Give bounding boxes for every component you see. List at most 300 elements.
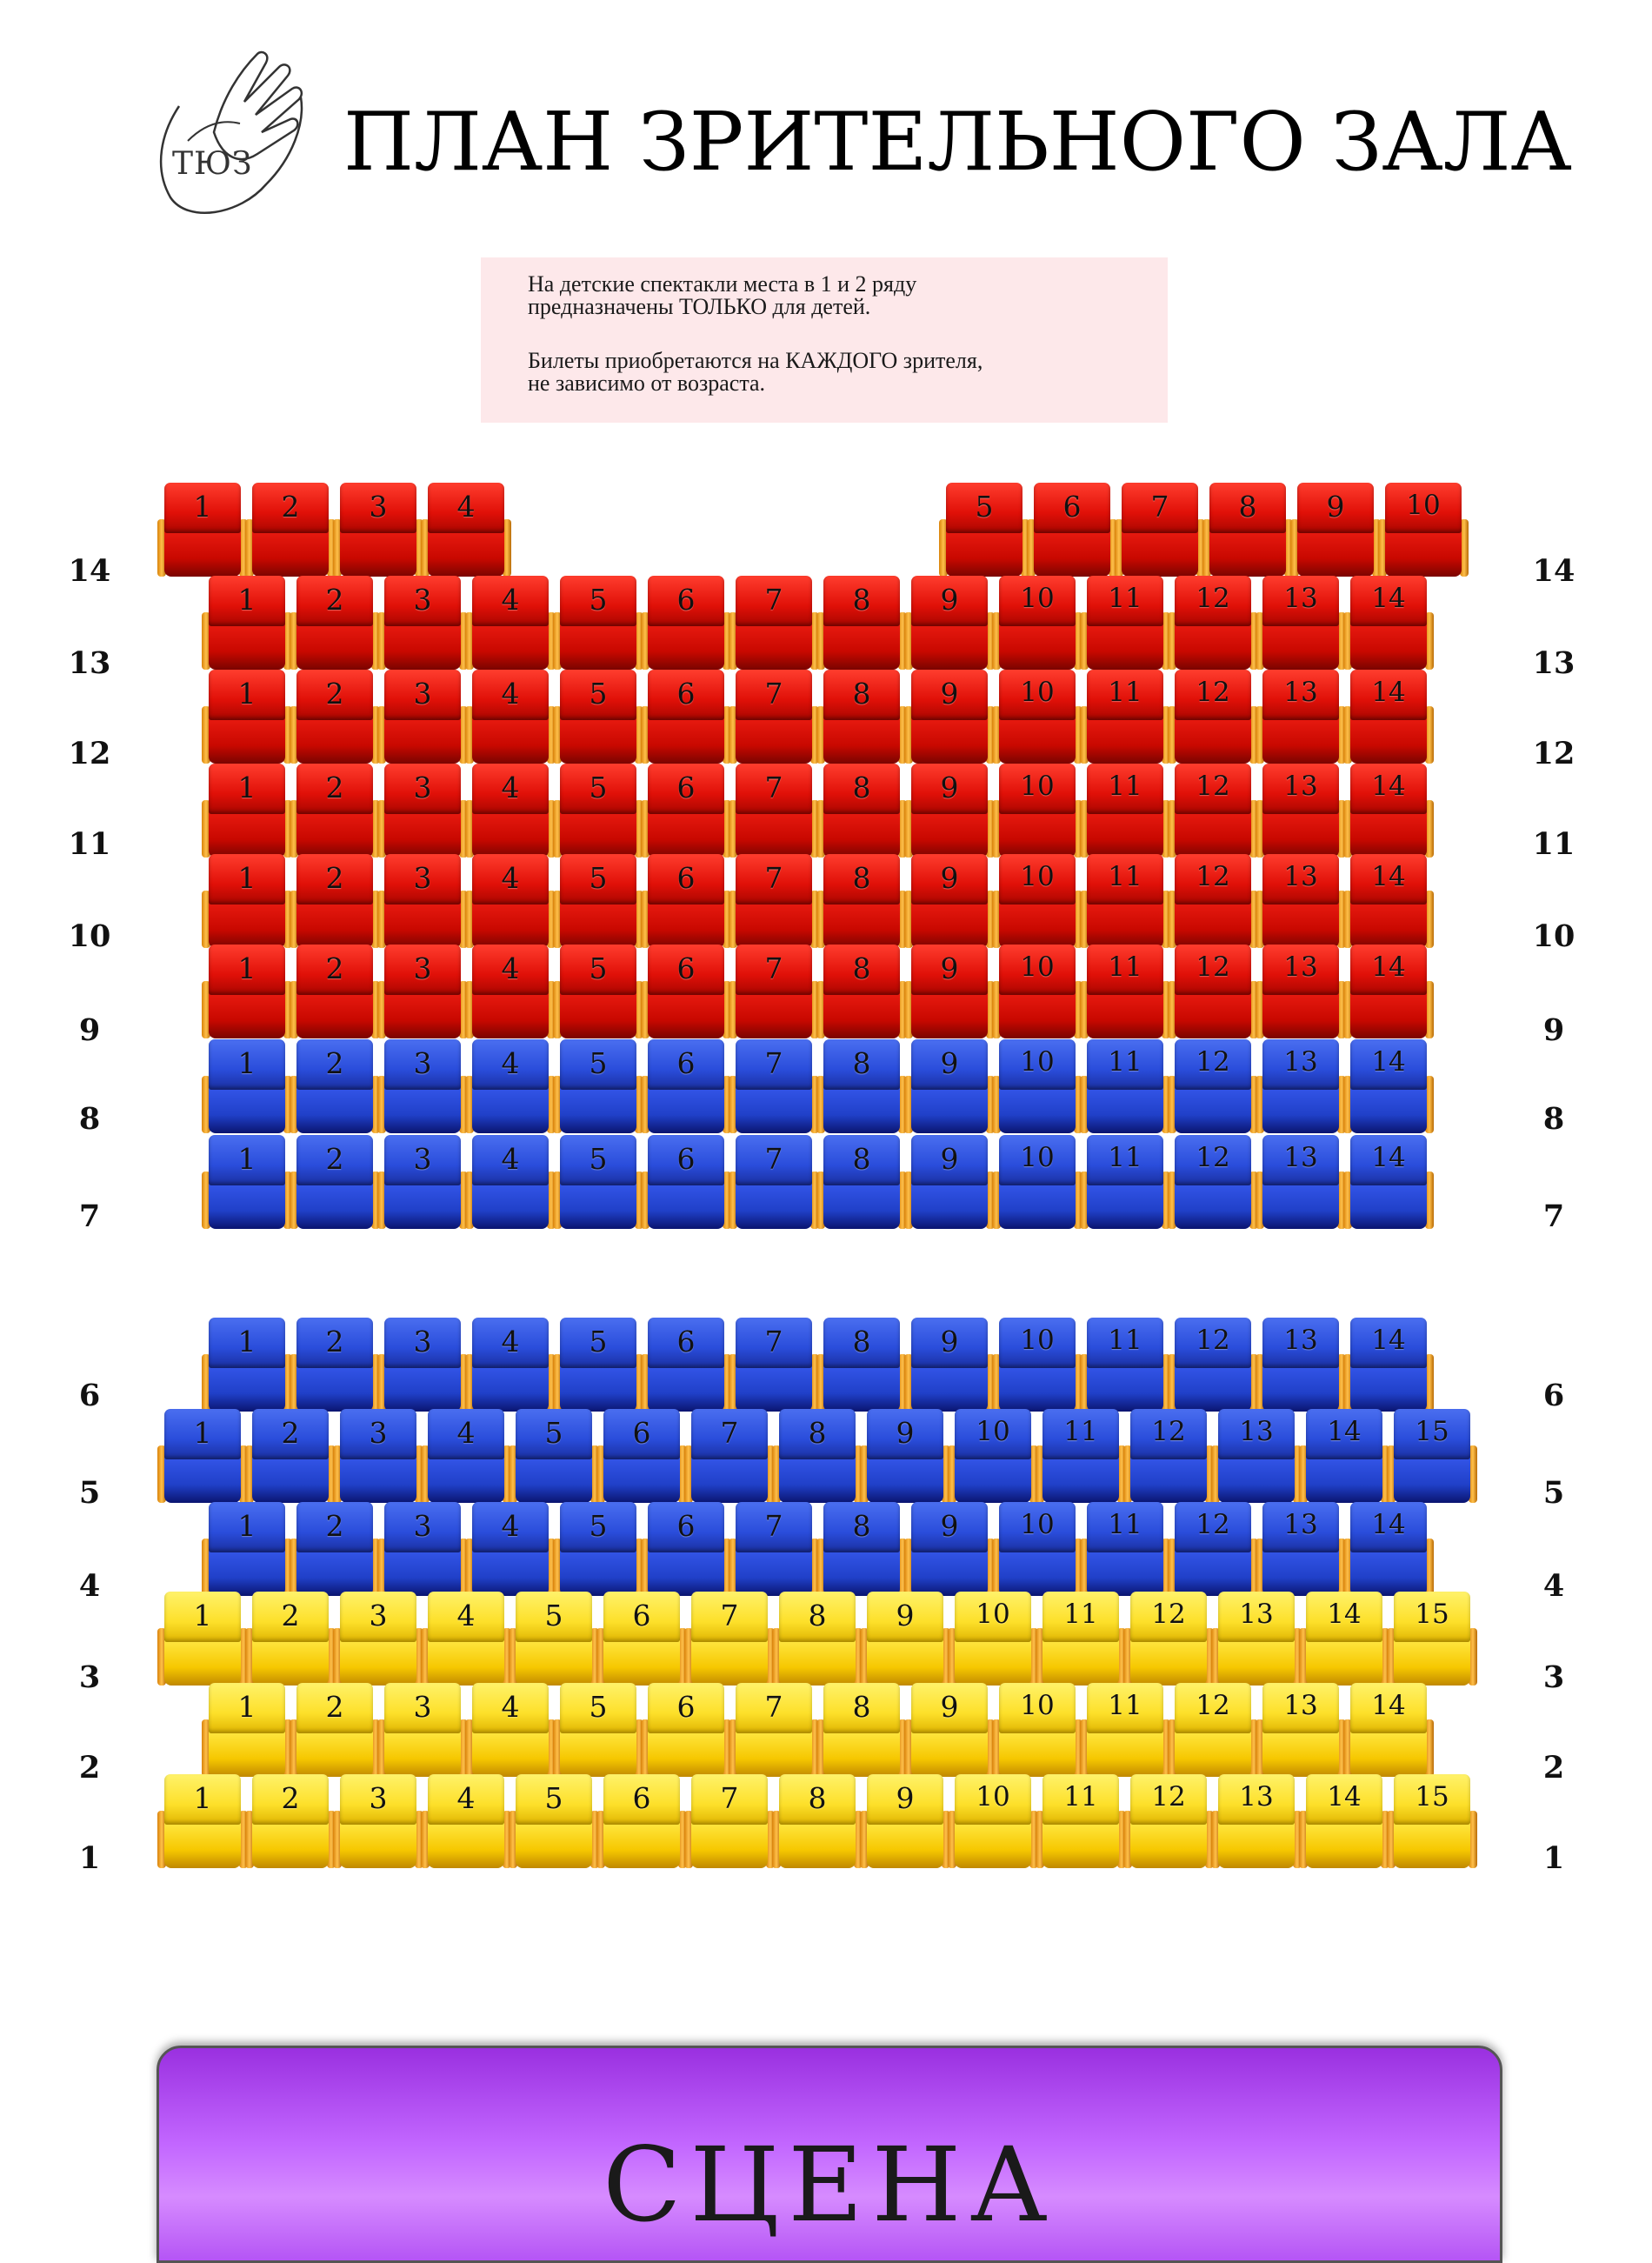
seat-number: 7 (764, 861, 783, 895)
seat-number: 9 (896, 1599, 915, 1632)
seat[interactable] (996, 1318, 1078, 1413)
seat[interactable] (1303, 1592, 1385, 1687)
seat-cushion (1087, 1184, 1163, 1229)
seat[interactable] (689, 1592, 770, 1687)
seat[interactable] (1084, 854, 1166, 950)
seat[interactable] (294, 576, 376, 671)
seat[interactable] (162, 483, 243, 578)
seat[interactable] (294, 670, 376, 765)
seat[interactable] (425, 1592, 507, 1687)
seat[interactable] (1260, 1135, 1342, 1231)
seat-number: 10 (1020, 951, 1055, 983)
seat[interactable] (996, 1502, 1078, 1598)
seat-cushion (1262, 1088, 1339, 1133)
seat-number: 9 (896, 1781, 915, 1815)
seat[interactable] (1391, 1409, 1473, 1505)
seat-number: 5 (589, 1690, 608, 1724)
seat-cushion (823, 903, 900, 948)
seat-cushion (164, 1458, 241, 1503)
seat[interactable] (1260, 670, 1342, 765)
seat[interactable] (821, 764, 903, 859)
seat[interactable] (1084, 1135, 1166, 1231)
seat-cushion (691, 1458, 768, 1503)
seat-number: 1 (237, 677, 256, 711)
seat[interactable] (1084, 1502, 1166, 1598)
seat[interactable] (1040, 1409, 1122, 1505)
seat[interactable] (645, 1502, 727, 1598)
seat[interactable] (206, 764, 288, 859)
seat[interactable] (909, 1135, 990, 1231)
seat-cushion (823, 1551, 900, 1596)
seat[interactable] (557, 945, 639, 1040)
seat[interactable] (1216, 1774, 1297, 1870)
seat-cushion (209, 1088, 285, 1133)
seat[interactable] (943, 483, 1025, 578)
seat[interactable] (557, 1318, 639, 1413)
seat-cushion (648, 1551, 724, 1596)
seat-cushion (648, 903, 724, 948)
seat-cushion (1042, 1640, 1119, 1686)
seat[interactable] (337, 1774, 419, 1870)
seat[interactable] (864, 1774, 946, 1870)
seat[interactable] (601, 1592, 683, 1687)
seat[interactable] (382, 1683, 463, 1779)
seat[interactable] (1172, 1318, 1254, 1413)
seat[interactable] (557, 854, 639, 950)
seat[interactable] (733, 670, 815, 765)
seat[interactable] (1216, 1592, 1297, 1687)
seat-cushion (384, 1184, 461, 1229)
seat-cushion (823, 1088, 900, 1133)
seat[interactable] (645, 576, 727, 671)
seat[interactable] (470, 1502, 551, 1598)
seat[interactable] (1084, 1039, 1166, 1135)
seat[interactable] (909, 1039, 990, 1135)
seat[interactable] (1172, 854, 1254, 950)
seat[interactable] (689, 1774, 770, 1870)
seat-number: 2 (325, 1690, 344, 1724)
seat-number: 14 (1371, 951, 1406, 983)
seat-number: 13 (1283, 1142, 1318, 1173)
seat[interactable] (1348, 1135, 1429, 1231)
seat[interactable] (1303, 1774, 1385, 1870)
seat[interactable] (1260, 1318, 1342, 1413)
seat[interactable] (1348, 945, 1429, 1040)
seat[interactable] (557, 1135, 639, 1231)
seat[interactable] (1348, 764, 1429, 859)
seat-number: 7 (764, 1142, 783, 1176)
seat[interactable] (601, 1409, 683, 1505)
seat-cushion (472, 1184, 549, 1229)
seat[interactable] (821, 945, 903, 1040)
seat[interactable] (382, 1135, 463, 1231)
seat-cushion (736, 1088, 812, 1133)
seat[interactable] (250, 1592, 331, 1687)
seat-cushion (691, 1640, 768, 1686)
seat[interactable] (1348, 1502, 1429, 1598)
seat[interactable] (337, 483, 419, 578)
seat-cushion (209, 993, 285, 1038)
seat[interactable] (294, 1502, 376, 1598)
seat[interactable] (689, 1409, 770, 1505)
seat[interactable] (1348, 576, 1429, 671)
row-label-right: 5 (1542, 1475, 1565, 1511)
seat-number: 3 (413, 1690, 432, 1724)
row-label-right: 8 (1542, 1101, 1565, 1137)
seat[interactable] (733, 945, 815, 1040)
seat[interactable] (206, 1318, 288, 1413)
seat[interactable] (425, 1774, 507, 1870)
seat-number: 12 (1151, 1781, 1186, 1812)
seat[interactable] (382, 1318, 463, 1413)
seat-number: 15 (1415, 1599, 1449, 1630)
seat[interactable] (1084, 670, 1166, 765)
seat-number: 7 (720, 1416, 739, 1450)
seat[interactable] (557, 1683, 639, 1779)
seat[interactable] (470, 854, 551, 950)
seat[interactable] (952, 1774, 1034, 1870)
seat-cushion (1262, 624, 1339, 670)
seat-cushion (867, 1823, 943, 1868)
seat[interactable] (337, 1592, 419, 1687)
seat[interactable] (776, 1409, 858, 1505)
seat[interactable] (206, 1502, 288, 1598)
seat[interactable] (1295, 483, 1376, 578)
seat-number: 4 (501, 1509, 520, 1543)
seat-cushion (1262, 1732, 1339, 1777)
seat-cushion (999, 1088, 1076, 1133)
seat[interactable] (864, 1409, 946, 1505)
seat[interactable] (733, 1502, 815, 1598)
seat-number: 6 (676, 1509, 696, 1543)
seat[interactable] (382, 576, 463, 671)
seat[interactable] (909, 1502, 990, 1598)
seat[interactable] (382, 1039, 463, 1135)
seat[interactable] (513, 1774, 595, 1870)
seat[interactable] (1260, 1502, 1342, 1598)
seat[interactable] (1172, 1683, 1254, 1779)
seat-cushion (1175, 1366, 1251, 1412)
seat[interactable] (733, 1318, 815, 1413)
seat[interactable] (1391, 1774, 1473, 1870)
seat-cushion (209, 1732, 285, 1777)
seat-cushion (296, 1088, 373, 1133)
seat[interactable] (909, 576, 990, 671)
seat-cushion (1262, 812, 1339, 858)
seat[interactable] (1216, 1409, 1297, 1505)
seat[interactable] (1348, 1318, 1429, 1413)
seat-number: 4 (501, 951, 520, 985)
seat-number: 7 (764, 677, 783, 711)
seat[interactable] (337, 1409, 419, 1505)
seat[interactable] (733, 764, 815, 859)
seat[interactable] (1172, 764, 1254, 859)
seat[interactable] (294, 1683, 376, 1779)
seat[interactable] (1040, 1774, 1122, 1870)
seat-cushion (1350, 1088, 1427, 1133)
seat[interactable] (1382, 483, 1464, 578)
seat[interactable] (1348, 1039, 1429, 1135)
seat-number: 11 (1108, 677, 1142, 708)
seat-number: 11 (1063, 1416, 1098, 1447)
seat[interactable] (1172, 1502, 1254, 1598)
seat[interactable] (645, 1683, 727, 1779)
seat-number: 12 (1196, 771, 1230, 802)
seat-number: 4 (456, 490, 476, 524)
seat-cushion (428, 531, 504, 577)
seat[interactable] (909, 1683, 990, 1779)
seat[interactable] (996, 854, 1078, 950)
seat[interactable] (1084, 945, 1166, 1040)
seat[interactable] (645, 1039, 727, 1135)
seat[interactable] (470, 1135, 551, 1231)
seat[interactable] (645, 945, 727, 1040)
seat[interactable] (294, 1135, 376, 1231)
seat-number: 3 (369, 1781, 388, 1815)
seat[interactable] (513, 1592, 595, 1687)
seat[interactable] (1260, 764, 1342, 859)
seat[interactable] (206, 670, 288, 765)
seat[interactable] (1348, 1683, 1429, 1779)
seat-cushion (736, 903, 812, 948)
seat[interactable] (996, 1135, 1078, 1231)
seat[interactable] (206, 945, 288, 1040)
seat[interactable] (1260, 1039, 1342, 1135)
seat-cushion (1394, 1640, 1470, 1686)
seat[interactable] (1172, 1039, 1254, 1135)
seat[interactable] (470, 576, 551, 671)
seat[interactable] (645, 1135, 727, 1231)
seat[interactable] (1348, 670, 1429, 765)
seat[interactable] (162, 1409, 243, 1505)
seat-cushion (560, 993, 636, 1038)
seat[interactable] (1391, 1592, 1473, 1687)
seat[interactable] (470, 1683, 551, 1779)
seat[interactable] (557, 576, 639, 671)
seat[interactable] (1128, 1774, 1209, 1870)
seat[interactable] (206, 1683, 288, 1779)
seat[interactable] (733, 576, 815, 671)
seat-cushion (1394, 1823, 1470, 1868)
seat-cushion (340, 1823, 416, 1868)
seat[interactable] (162, 1774, 243, 1870)
seat[interactable] (206, 1135, 288, 1231)
seat[interactable] (1128, 1592, 1209, 1687)
seat-number: 10 (1020, 1325, 1055, 1356)
seat-number: 4 (501, 1046, 520, 1080)
seat[interactable] (952, 1592, 1034, 1687)
seat[interactable] (776, 1774, 858, 1870)
seat[interactable] (1172, 670, 1254, 765)
seat[interactable] (733, 1039, 815, 1135)
seat-cushion (209, 903, 285, 948)
seat[interactable] (1084, 1683, 1166, 1779)
seat[interactable] (909, 854, 990, 950)
seat-cushion (736, 1366, 812, 1412)
seat[interactable] (470, 670, 551, 765)
seat-cushion (472, 1088, 549, 1133)
seat[interactable] (909, 1318, 990, 1413)
seat[interactable] (382, 854, 463, 950)
seat-cushion (472, 812, 549, 858)
seat[interactable] (294, 854, 376, 950)
seat-number: 11 (1108, 583, 1142, 614)
seat[interactable] (382, 1502, 463, 1598)
seat[interactable] (909, 945, 990, 1040)
seat[interactable] (294, 945, 376, 1040)
seat[interactable] (557, 670, 639, 765)
seat[interactable] (821, 1135, 903, 1231)
seat[interactable] (864, 1592, 946, 1687)
seat-cushion (164, 1640, 241, 1686)
seat-cushion (648, 1366, 724, 1412)
seat[interactable] (776, 1592, 858, 1687)
seat[interactable] (1084, 576, 1166, 671)
seat[interactable] (294, 764, 376, 859)
seat[interactable] (645, 670, 727, 765)
row-label-left: 9 (78, 1012, 101, 1048)
seat-cushion (516, 1640, 592, 1686)
seat[interactable] (1084, 1318, 1166, 1413)
seat[interactable] (1040, 1592, 1122, 1687)
seat-cushion (252, 1823, 329, 1868)
seat-number: 10 (1020, 1690, 1055, 1721)
seat-cushion (648, 812, 724, 858)
seat[interactable] (1031, 483, 1113, 578)
seat-cushion (296, 1732, 373, 1777)
seat[interactable] (821, 1683, 903, 1779)
seat-number: 2 (325, 1046, 344, 1080)
seat[interactable] (733, 1683, 815, 1779)
seat[interactable] (250, 483, 331, 578)
seat-cushion (736, 624, 812, 670)
seat[interactable] (1172, 945, 1254, 1040)
seat[interactable] (909, 670, 990, 765)
seat-number: 1 (193, 490, 212, 524)
seat[interactable] (821, 576, 903, 671)
seat-number: 10 (1020, 677, 1055, 708)
seat[interactable] (557, 764, 639, 859)
seat[interactable] (425, 483, 507, 578)
seat[interactable] (206, 576, 288, 671)
seat-cushion (472, 718, 549, 764)
seat[interactable] (557, 1039, 639, 1135)
seat[interactable] (470, 764, 551, 859)
seat[interactable] (1260, 1683, 1342, 1779)
seat[interactable] (1348, 854, 1429, 950)
seat[interactable] (1303, 1409, 1385, 1505)
notice-line: предназначены ТОЛЬКО для детей. (528, 294, 871, 319)
seat[interactable] (382, 670, 463, 765)
seat[interactable] (1260, 576, 1342, 671)
seat[interactable] (996, 945, 1078, 1040)
seat[interactable] (250, 1409, 331, 1505)
row-label-right: 13 (1532, 645, 1575, 681)
seat[interactable] (996, 1683, 1078, 1779)
seat-cushion (603, 1640, 680, 1686)
seat-cushion (1130, 1640, 1207, 1686)
seat[interactable] (382, 945, 463, 1040)
seat[interactable] (1260, 945, 1342, 1040)
seat[interactable] (1172, 576, 1254, 671)
seat-cushion (1350, 903, 1427, 948)
seat-cushion (1306, 1823, 1382, 1868)
seat[interactable] (996, 670, 1078, 765)
seat[interactable] (645, 764, 727, 859)
seat[interactable] (1260, 854, 1342, 950)
seat[interactable] (513, 1409, 595, 1505)
seat-number: 12 (1151, 1416, 1186, 1447)
seat-cushion (296, 903, 373, 948)
seat[interactable] (1207, 483, 1289, 578)
seat[interactable] (250, 1774, 331, 1870)
seat-number: 9 (940, 583, 959, 617)
seat[interactable] (733, 1135, 815, 1231)
seat[interactable] (206, 1039, 288, 1135)
seat[interactable] (294, 1039, 376, 1135)
seat-number: 12 (1196, 1690, 1230, 1721)
seat-cushion (1394, 1458, 1470, 1503)
row-label-left: 11 (68, 826, 111, 862)
seat[interactable] (470, 1318, 551, 1413)
seat[interactable] (294, 1318, 376, 1413)
seat-cushion (428, 1640, 504, 1686)
seat[interactable] (996, 576, 1078, 671)
seat[interactable] (821, 854, 903, 950)
seat[interactable] (821, 1039, 903, 1135)
seat[interactable] (733, 854, 815, 950)
seat-number: 13 (1283, 1325, 1318, 1356)
seat[interactable] (1172, 1135, 1254, 1231)
seat[interactable] (1084, 764, 1166, 859)
seat-number: 7 (764, 1509, 783, 1543)
seat[interactable] (162, 1592, 243, 1687)
seat-cushion (999, 1366, 1076, 1412)
seat-number: 3 (413, 1046, 432, 1080)
seat[interactable] (382, 764, 463, 859)
seat[interactable] (645, 854, 727, 950)
seat-cushion (296, 1551, 373, 1596)
seat[interactable] (601, 1774, 683, 1870)
seat[interactable] (996, 1039, 1078, 1135)
seat[interactable] (470, 1039, 551, 1135)
seat-number: 8 (852, 1509, 871, 1543)
row-label-left: 2 (78, 1750, 101, 1786)
seat[interactable] (645, 1318, 727, 1413)
seat-cushion (252, 1640, 329, 1686)
seat-number: 5 (589, 1325, 608, 1358)
seat[interactable] (470, 945, 551, 1040)
seat[interactable] (821, 670, 903, 765)
seat[interactable] (206, 854, 288, 950)
seat-cushion (911, 1551, 988, 1596)
seat[interactable] (821, 1318, 903, 1413)
seat[interactable] (1128, 1409, 1209, 1505)
seat-number: 12 (1196, 1509, 1230, 1540)
seat[interactable] (952, 1409, 1034, 1505)
seat[interactable] (909, 764, 990, 859)
seat[interactable] (425, 1409, 507, 1505)
row-label-left: 5 (78, 1475, 101, 1511)
seat-cushion (384, 1732, 461, 1777)
seat-number: 9 (940, 677, 959, 711)
seat[interactable] (1119, 483, 1201, 578)
seat[interactable] (557, 1502, 639, 1598)
seat[interactable] (821, 1502, 903, 1598)
seat[interactable] (996, 764, 1078, 859)
seat-cushion (340, 531, 416, 577)
seat-cushion (1130, 1458, 1207, 1503)
